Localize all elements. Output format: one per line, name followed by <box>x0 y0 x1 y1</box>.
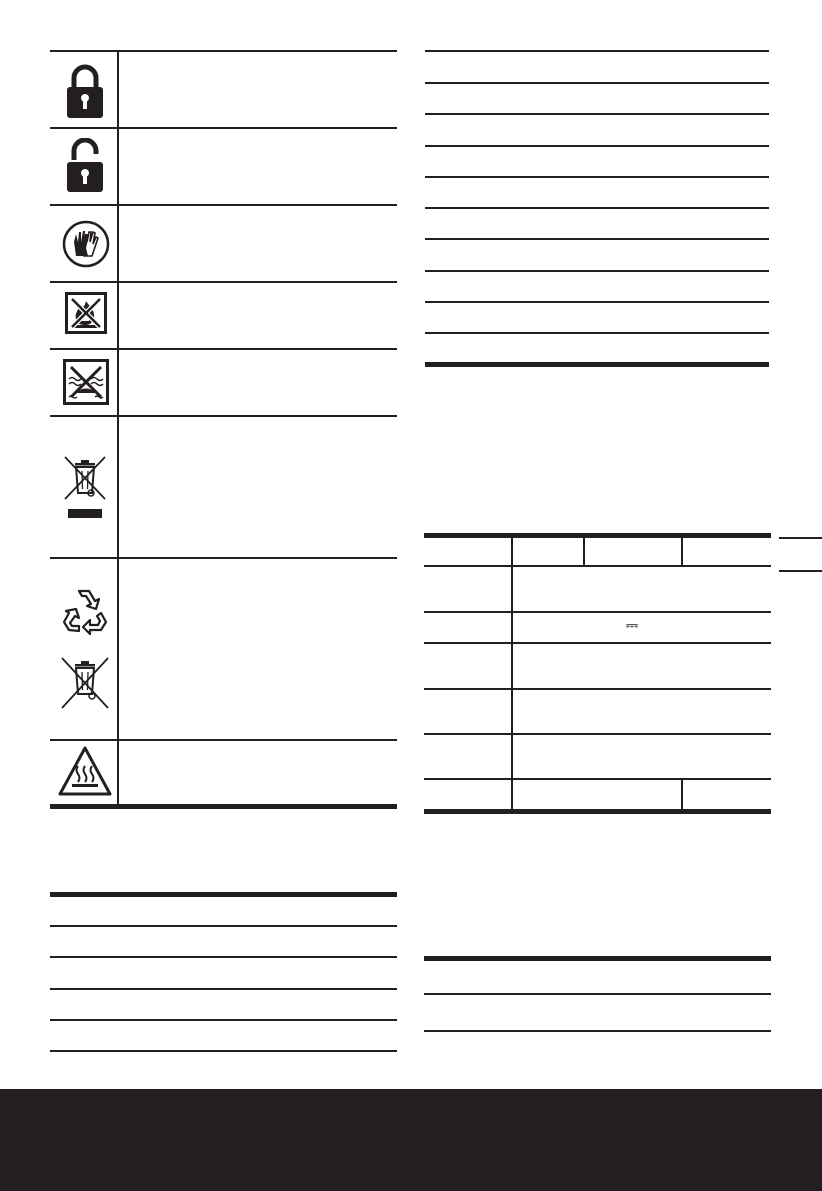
table-rule <box>50 415 397 417</box>
table-rule <box>50 127 397 129</box>
table-rule <box>50 348 397 350</box>
table-rule <box>50 739 397 741</box>
padlock-unlocked-icon <box>66 138 104 194</box>
list-rule <box>425 145 769 147</box>
list-rule <box>425 238 769 240</box>
table-rule <box>50 281 397 283</box>
spec-row-rule <box>424 733 771 735</box>
spec-column-divider <box>681 779 683 809</box>
list-rule <box>50 925 397 927</box>
spec-table-bottom-rule <box>424 809 771 814</box>
table-column-divider <box>117 50 119 805</box>
page-footer-band <box>0 1089 822 1191</box>
spec-row-rule <box>424 642 771 644</box>
table-bottom-rule <box>50 804 397 809</box>
weee-bin-icon <box>61 455 109 523</box>
list-bottom-rule <box>425 362 769 367</box>
list-rule <box>50 956 397 958</box>
list-rule <box>425 113 769 115</box>
list-top-rule <box>424 956 771 961</box>
list-top-rule <box>50 892 397 897</box>
table-rule <box>50 204 397 206</box>
spec-column-divider <box>511 538 513 809</box>
table-rule <box>50 557 397 559</box>
spec-row-rule <box>424 611 771 613</box>
list-rule <box>425 207 769 209</box>
no-fire-icon <box>65 292 107 334</box>
list-rule <box>50 1050 397 1052</box>
hot-surface-icon <box>57 744 113 798</box>
weee-bin-icon <box>59 656 111 710</box>
spec-row-rule <box>424 688 771 690</box>
list-rule <box>50 1019 397 1021</box>
list-rule <box>424 1030 771 1032</box>
padlock-locked-icon <box>66 64 104 120</box>
gloves-icon <box>62 220 110 268</box>
list-rule <box>425 176 769 178</box>
side-tab-mark <box>779 570 822 572</box>
spec-column-divider <box>583 538 585 566</box>
spec-column-divider <box>681 538 683 566</box>
spec-table-top-rule <box>424 533 771 538</box>
no-water-icon <box>63 359 109 405</box>
list-rule <box>425 50 769 52</box>
list-rule <box>50 988 397 990</box>
list-rule <box>425 82 769 84</box>
list-rule <box>424 993 771 995</box>
recycle-icon <box>59 585 111 637</box>
list-rule <box>425 301 769 303</box>
list-rule <box>425 332 769 334</box>
dc-symbol: ⎓ <box>626 617 638 634</box>
table-rule <box>50 50 397 52</box>
side-tab-mark <box>779 537 822 539</box>
list-rule <box>425 270 769 272</box>
spec-row-rule <box>424 778 771 780</box>
spec-row-rule <box>424 565 771 567</box>
